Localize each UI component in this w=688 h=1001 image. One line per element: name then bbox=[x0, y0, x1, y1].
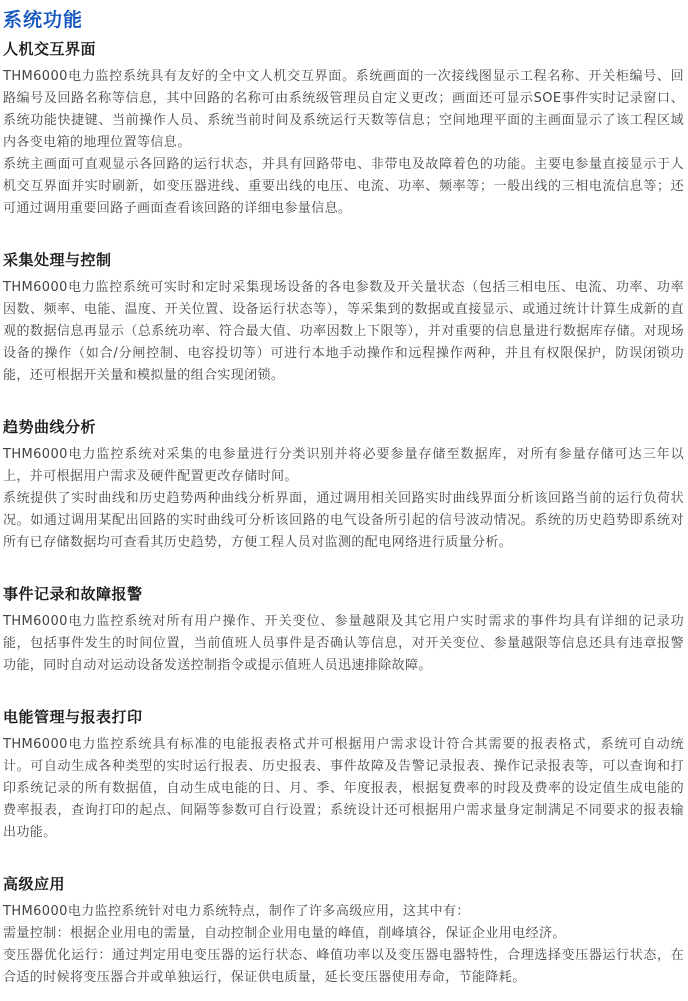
paragraph: THM6000电力监控系统具有标准的电能报表格式并可根据用户需求设计符合其需要的报表格式，系统可自动统计。可自动生成各种类型的实时运行报表、历史报表、事件故障及告警记录报表、操作记录报表等，可以查询和打印系统记录的所有数据值，自动生成电能的日、月、季、年度报表，根据复费率的时段及费率的设定值生成电能的费率报表，查询打印的起点、间隔等参数可自行设置；系统设计还可根据用户需求量身定制满足不同要求的报表输出功能。 bbox=[3, 737, 684, 840]
paragraph: THM6000电力监控系统对采集的电参量进行分类识别并将必要参量存储至数据库，对所有参量存储可达三年以上，并可根据用户需求及硬件配置更改存储时间。 bbox=[3, 447, 684, 484]
section-human-machine-interface bbox=[3, 39, 684, 220]
section-heading-energy-management-report-printing: 电能管理与报表打印 bbox=[3, 708, 143, 726]
paragraph: THM6000电力监控系统可实时和定时采集现场设备的各电参数及开关量状态（包括三相电压、电流、功率、功率因数、频率、电能、温度、开关位置、设备运行状态等），等采集到的数据或直接显示、或通过统计计算生成新的直观的数据信息再显示（总系统功率、符合最大值、功率因数上下限等），并对重要的信息量进行数据库存储。对现场设备的操作（如合/分闸控制、电容投切等）可进行本地手动操作和远程操作两种，并且有权限保护，防误闭锁功能，还可根据开关量和模拟量的组合实现闭锁。 bbox=[3, 280, 684, 383]
page-title: 系统功能 bbox=[3, 9, 84, 31]
paragraph: THM6000电力监控系统针对电力系统特点，制作了许多高级应用，这其中有： bbox=[3, 904, 470, 919]
paragraph: 需量控制：根据企业用电的需量，自动控制企业用电量的峰值，削峰填谷，保证企业用电经济。 bbox=[3, 926, 566, 941]
section-heading-trend-curve-analysis: 趋势曲线分析 bbox=[3, 418, 97, 436]
section-event-record-fault-alarm bbox=[3, 584, 684, 677]
section-heading-advanced-applications: 高级应用 bbox=[3, 875, 66, 893]
paragraph: 变压器优化运行：通过判定用电变压器的运行状态、峰值功率以及变压器电器特性，合理选择变压器运行状态，在合适的时候将变压器合并或单独运行，保证供电质量，延长变压器使用寿命，节能降耗。 bbox=[3, 948, 684, 985]
section-heading-human-machine-interface: 人机交互界面 bbox=[3, 40, 97, 58]
paragraph: 系统主画面可直观显示各回路的运行状态，并具有回路带电、非带电及故障着色的功能。主要电参量直接显示于人机交互界面并实时刷新，如变压器进线、重要出线的电压、电流、功率、频率等；一般出线的三相电流信息等；还可通过调用重要回路子画面查看该回路的详细电参量信息。 bbox=[3, 157, 684, 216]
section-heading-event-record-fault-alarm: 事件记录和故障报警 bbox=[3, 585, 143, 603]
section-advanced-applications bbox=[3, 874, 684, 989]
paragraph: THM6000电力监控系统具有友好的全中文人机交互界面。系统画面的一次接线图显示工程名称、开关柜编号、回路编号及回路名称等信息，其中回路的名称可由系统级管理员自定义更改；画面还可显示SOE事件实时记录窗口、系统功能快捷键、当前操作人员、系统当前时间及系统运行天数等信息；空间地理平面的主画面显示了该工程区域内各变电箱的地理位置等信息。 bbox=[3, 69, 684, 150]
paragraph: 系统提供了实时曲线和历史趋势两种曲线分析界面，通过调用相关回路实时曲线界面分析该回路当前的运行负荷状况。如通过调用某配出回路的实时曲线可分析该回路的电气设备所引起的信号波动情况。系统的历史趋势即系统对所有已存储数据均可查看其历史趋势，方便工程人员对监测的配电网络进行质量分析。 bbox=[3, 491, 684, 550]
section-energy-management-report-printing bbox=[3, 707, 684, 844]
section-heading-acquisition-processing-control: 采集处理与控制 bbox=[3, 251, 112, 269]
section-acquisition-processing-control bbox=[3, 250, 684, 387]
section-trend-curve-analysis bbox=[3, 417, 684, 554]
paragraph: THM6000电力监控系统对所有用户操作、开关变位、参量越限及其它用户实时需求的事件均具有详细的记录功能，包括事件发生的时间位置，当前值班人员事件是否确认等信息，对开关变位、参量越限等信息还具有违章报警功能，同时自动对运动设备发送控制指令或提示值班人员迅速排除故障。 bbox=[3, 614, 684, 673]
